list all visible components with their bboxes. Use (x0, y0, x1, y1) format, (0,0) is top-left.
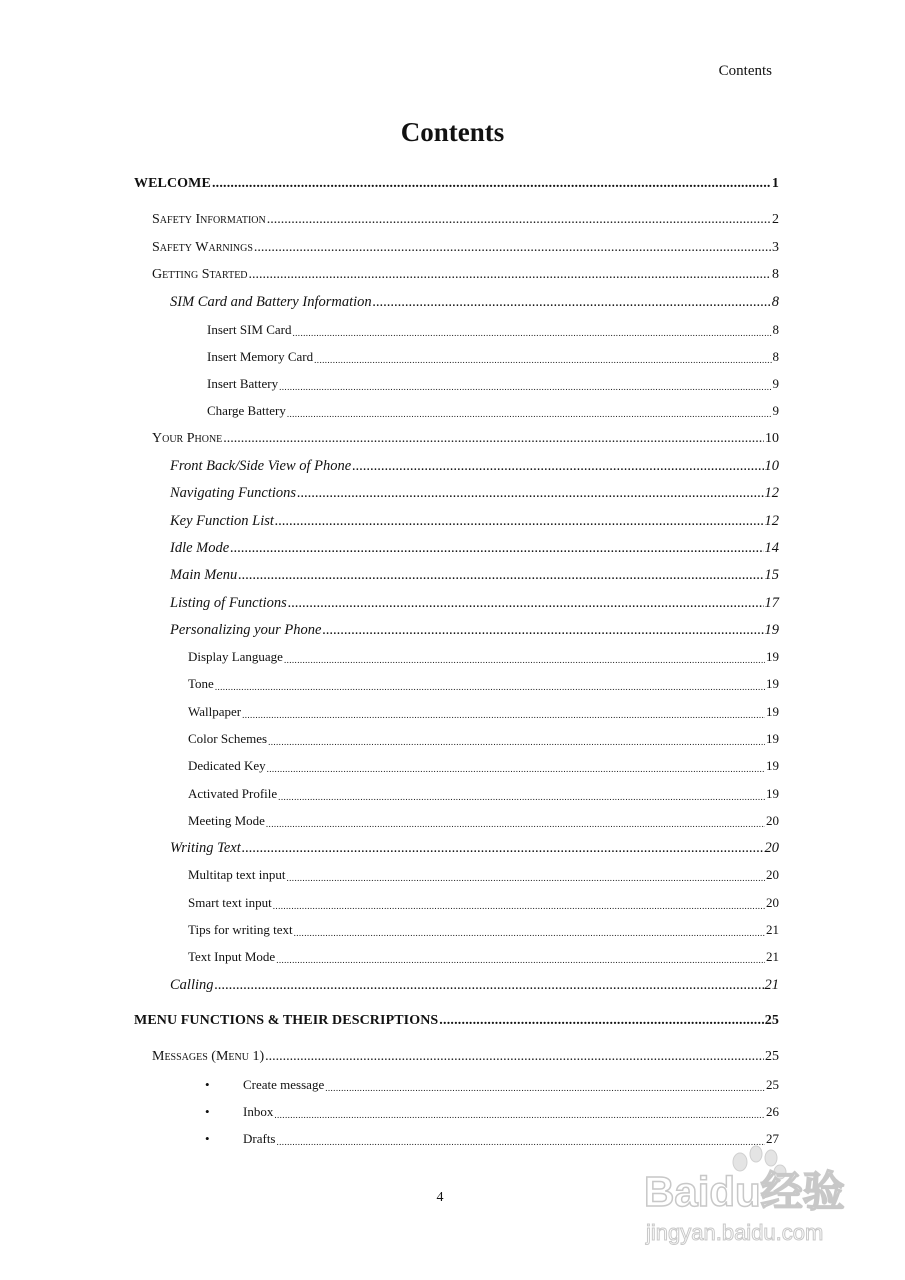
page-title: Contents (400, 117, 505, 147)
toc-entry[interactable] (170, 485, 779, 502)
toc-entry-label: Color Schemes (188, 731, 268, 746)
toc-entry-page-number: 17 (764, 595, 779, 611)
toc-entry[interactable] (188, 867, 779, 883)
dot-leader (267, 212, 771, 228)
toc-entry-page-number: 14 (764, 540, 779, 556)
toc-entry[interactable] (188, 649, 779, 665)
bullet-icon: • (205, 1104, 210, 1119)
toc-entry-page-number: 19 (766, 731, 779, 746)
watermark-url: jingyan.baidu.com (646, 1220, 824, 1245)
dot-leader (278, 786, 765, 802)
toc-entry-page-number: 26 (766, 1104, 779, 1119)
toc-entry[interactable] (188, 895, 779, 911)
toc-entry-page-number: 19 (764, 622, 779, 638)
toc-entry-label: SIM Card and Battery Information (170, 294, 372, 310)
toc-entry-page-number: 21 (766, 922, 779, 937)
toc-entry-page-number: 8 (772, 322, 779, 337)
toc-entry[interactable] (170, 595, 779, 612)
toc-entry-label: Meeting Mode (188, 813, 265, 828)
bullet-icon: • (205, 1077, 210, 1092)
toc-entry[interactable] (188, 813, 779, 829)
toc-entry-label: Safety Information (152, 212, 266, 227)
toc-entry[interactable] (152, 212, 779, 228)
toc-entry-page-number: 9 (772, 403, 779, 418)
dot-leader (215, 977, 764, 994)
toc-entry-page-number: 25 (766, 1077, 779, 1092)
toc-entry[interactable] (207, 403, 779, 419)
toc-entry-label: Main Menu (170, 567, 238, 583)
toc-entry[interactable] (188, 731, 779, 747)
toc-entry-label: Idle Mode (170, 540, 230, 556)
dot-leader (294, 922, 765, 938)
toc-entry-label: Text Input Mode (188, 949, 276, 964)
dot-leader (238, 567, 763, 584)
toc-entry-page-number: 9 (772, 376, 779, 391)
toc-entry-label: Tips for writing text (188, 922, 293, 937)
toc-entry-page-number: 25 (764, 1013, 779, 1028)
toc-entry-page-number: 8 (772, 349, 779, 364)
toc-entry-label: Display Language (188, 649, 283, 664)
toc-entry-label: Messages (Menu 1) (152, 1049, 265, 1064)
dot-leader (279, 376, 771, 392)
dot-leader (314, 349, 771, 365)
toc-entry[interactable] (188, 758, 779, 774)
toc-entry-page-number: 10 (764, 458, 779, 474)
toc-entry[interactable] (188, 922, 779, 938)
toc-entry-label: Writing Text (170, 840, 241, 856)
toc-entry[interactable] (207, 322, 779, 338)
dot-leader (373, 294, 771, 311)
toc-entry[interactable] (152, 240, 779, 256)
toc-entry[interactable] (170, 513, 779, 530)
toc-entry[interactable] (134, 1013, 779, 1029)
toc-entry-page-number: 19 (766, 676, 779, 691)
toc-entry-label: Tone (188, 676, 214, 691)
toc-entry-label: Inbox (243, 1104, 274, 1119)
toc-entry-label: Safety Warnings (152, 240, 253, 255)
toc-entry-label: Insert Memory Card (207, 349, 314, 364)
dot-leader (273, 895, 765, 911)
toc-entry-label: Calling (170, 977, 214, 993)
dot-leader (242, 840, 764, 857)
toc-entry-page-number: 12 (764, 485, 779, 501)
dot-leader (439, 1013, 764, 1029)
dot-leader (325, 1077, 765, 1093)
toc-entry-label: Drafts (243, 1131, 276, 1146)
toc-entry-page-number: 21 (764, 977, 779, 993)
toc-entry[interactable] (170, 622, 779, 639)
toc-entry-page-number: 20 (764, 840, 779, 856)
dot-leader (287, 867, 766, 883)
toc-entry[interactable] (188, 676, 779, 692)
toc-entry-page-number: 15 (764, 567, 779, 583)
toc-entry-label: Insert Battery (207, 376, 279, 391)
toc-entry-page-number: 20 (766, 895, 779, 910)
watermark-text: Baidu经验 (644, 1168, 845, 1215)
toc-entry-label: WELCOME (134, 176, 211, 191)
toc-entry-page-number: 10 (765, 431, 779, 446)
toc-entry-page-number: 19 (766, 758, 779, 773)
dot-leader (266, 813, 765, 829)
toc-entry-label: Navigating Functions (170, 485, 297, 501)
dot-leader (293, 322, 772, 338)
toc-entry-page-number: 20 (766, 813, 779, 828)
toc-entry[interactable] (170, 458, 779, 475)
toc-entry[interactable] (134, 176, 779, 192)
toc-entry-label: Smart text input (188, 895, 272, 910)
baidu-watermark-logo (640, 1140, 870, 1250)
toc-entry-page-number: 19 (766, 704, 779, 719)
toc-entry-label: Your Phone (152, 431, 223, 446)
toc-entry[interactable] (207, 349, 779, 365)
toc-entry[interactable] (152, 267, 779, 283)
toc-entry-label: Activated Profile (188, 786, 278, 801)
toc-entry[interactable] (152, 431, 779, 447)
dot-leader (274, 1104, 765, 1120)
dot-leader (297, 485, 763, 502)
toc-entry[interactable] (207, 376, 779, 392)
toc-entry-label: Getting Started (152, 267, 248, 282)
toc-entry-page-number: 8 (771, 294, 779, 310)
toc-entry-page-number: 12 (764, 513, 779, 529)
toc-entry-label: Listing of Functions (170, 595, 287, 611)
dot-leader (322, 622, 763, 639)
toc-entry[interactable] (170, 567, 779, 584)
toc-entry-label: Personalizing your Phone (170, 622, 322, 638)
toc-entry[interactable] (170, 294, 779, 311)
toc-entry-label: Charge Battery (207, 403, 286, 418)
dot-leader (288, 595, 764, 612)
toc-entry[interactable] (170, 840, 779, 857)
toc-entry-page-number: 20 (766, 867, 779, 882)
toc-entry-label: Front Back/Side View of Phone (170, 458, 352, 474)
dot-leader (249, 267, 771, 283)
toc-entry-label: Key Function List (170, 513, 274, 529)
running-head: Contents (718, 63, 772, 79)
toc-entry[interactable] (152, 1049, 779, 1065)
toc-entry-page-number: 27 (766, 1131, 779, 1146)
toc-entry-page-number: 2 (772, 212, 779, 227)
toc-entry-label: Multitap text input (188, 867, 286, 882)
dot-leader (284, 649, 765, 665)
toc-entry-label: Insert SIM Card (207, 322, 292, 337)
dot-leader (254, 240, 771, 256)
toc-entry[interactable] (170, 540, 779, 557)
toc-entry[interactable] (188, 704, 779, 720)
toc-entry[interactable] (170, 977, 779, 994)
dot-leader (276, 949, 765, 965)
dot-leader (275, 513, 764, 530)
toc-entry[interactable] (188, 786, 779, 802)
toc-entry-page-number: 19 (766, 649, 779, 664)
toc-entry-page-number: 25 (765, 1049, 779, 1064)
toc-entry-page-number: 21 (766, 949, 779, 964)
dot-leader (287, 403, 772, 419)
bullet-icon: • (205, 1131, 210, 1146)
dot-leader (265, 1049, 764, 1065)
dot-leader (223, 431, 764, 447)
dot-leader (268, 731, 765, 747)
toc-entry[interactable] (205, 1077, 779, 1093)
dot-leader (352, 458, 763, 475)
toc-entry-page-number: 1 (771, 176, 779, 191)
dot-leader (215, 676, 765, 692)
dot-leader (242, 704, 765, 720)
toc-entry-label: Create message (243, 1077, 325, 1092)
dot-leader (212, 176, 771, 192)
toc-entry-page-number: 8 (772, 267, 779, 282)
toc-entry-page-number: 19 (766, 786, 779, 801)
toc-entry[interactable] (205, 1104, 779, 1120)
page-number: 4 (436, 1190, 444, 1205)
toc-entry-label: Dedicated Key (188, 758, 266, 773)
toc-entry[interactable] (188, 949, 779, 965)
toc-entry-page-number: 3 (772, 240, 779, 255)
toc-entry-label: Wallpaper (188, 704, 242, 719)
dot-leader (267, 758, 765, 774)
dot-leader (230, 540, 763, 557)
toc-entry-label: MENU FUNCTIONS & THEIR DESCRIPTIONS (134, 1013, 439, 1028)
